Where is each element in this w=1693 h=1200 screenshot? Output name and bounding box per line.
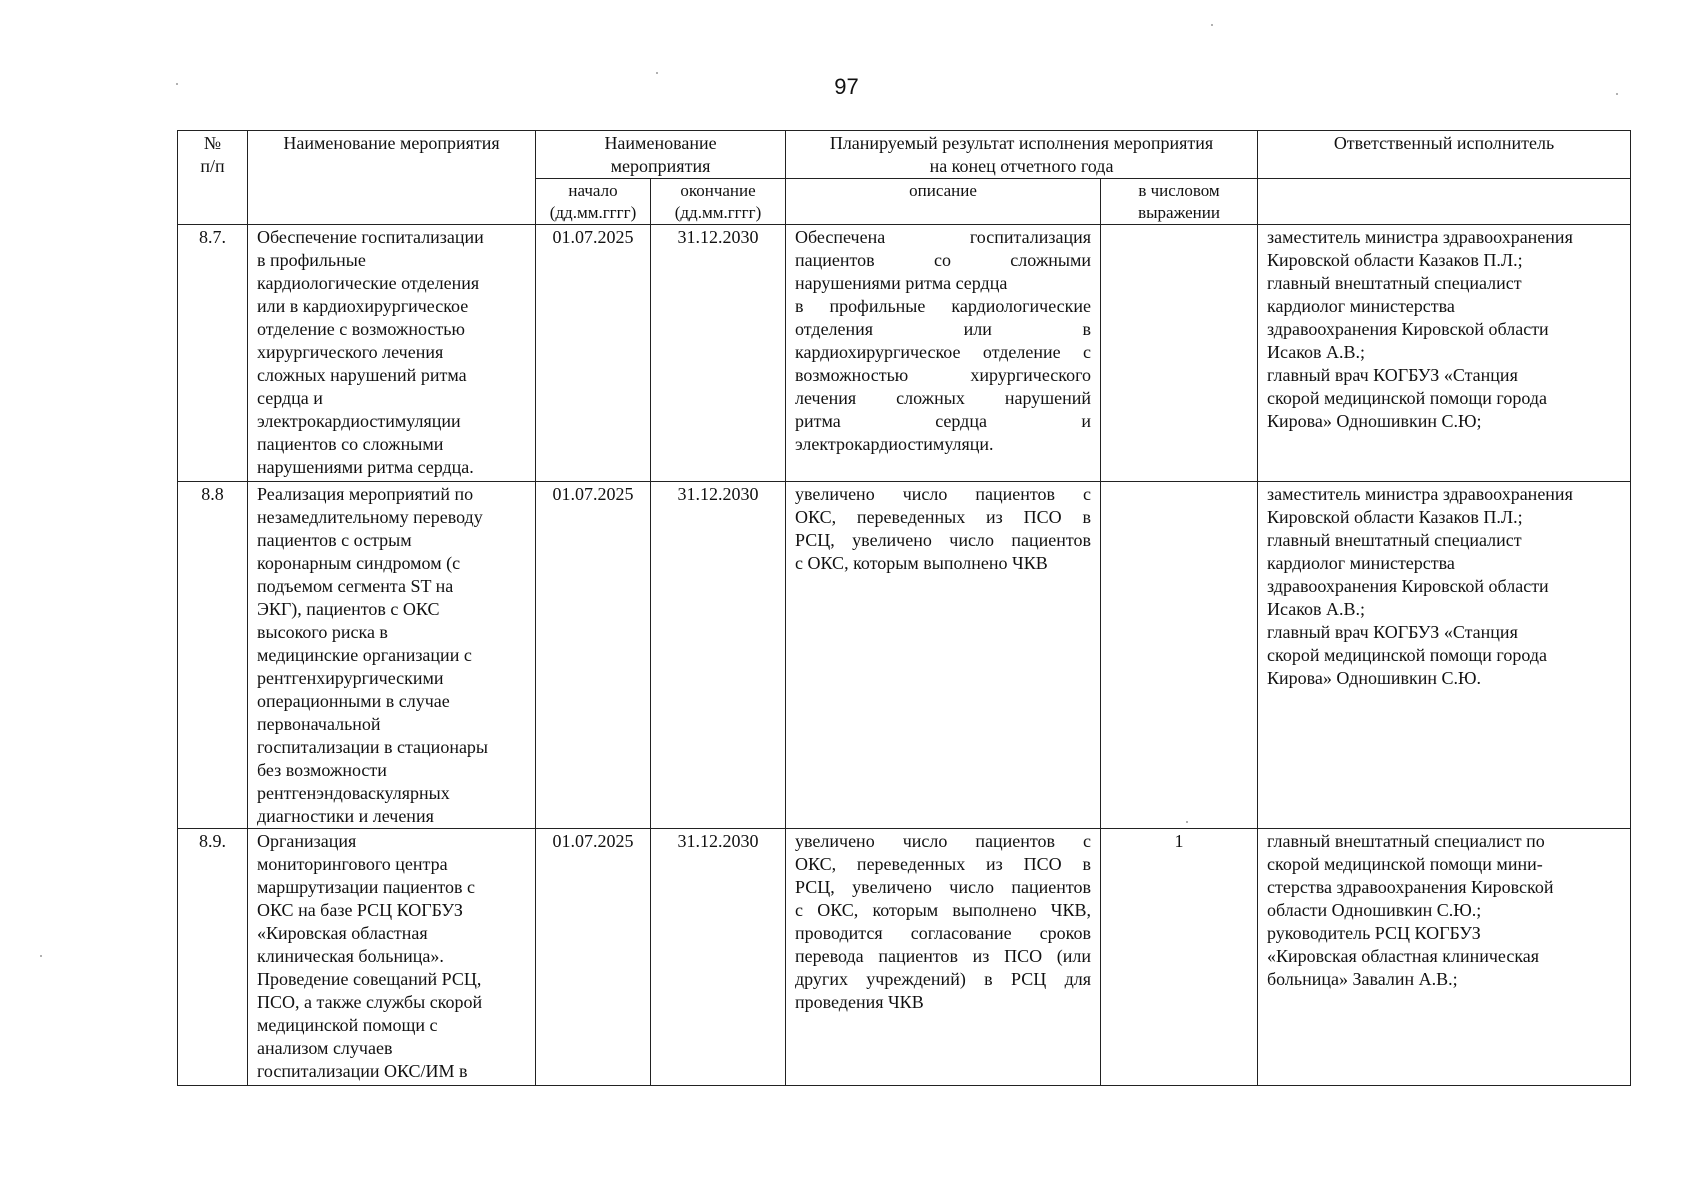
cell-text-line: возможностью хирургического: [795, 365, 1092, 385]
cell-text-line: в профильные: [257, 250, 366, 270]
cell-text-line: «Кировская областная: [257, 923, 428, 943]
cell-text-line: незамедлительному переводу: [257, 507, 483, 527]
header-term-line: Наименование: [604, 133, 717, 153]
header-start-line: (дд.мм.гггг): [549, 203, 637, 222]
cell-text-line: нарушениями ритма сердца.: [257, 457, 474, 477]
cell-text-line: Исаков А.В.;: [1267, 342, 1366, 362]
cell-text-line: рентгенэндоваскулярных: [257, 783, 450, 803]
cell-text-line: электрокардиостимуляции: [257, 411, 461, 431]
cell-text-line: главный врач КОГБУЗ «Станция: [1267, 622, 1518, 642]
cell-text-line: в профильные кардиологические: [795, 296, 1092, 316]
row-responsible: [1258, 829, 1631, 1086]
cell-text-line: кардиохирургическое отделение с: [795, 342, 1092, 362]
cell-text-line: Кировской области Казаков П.Л.;: [1267, 250, 1523, 270]
cell-text-line: нарушениями ритма сердца: [795, 273, 1008, 293]
cell-text-line: Обеспечение госпитализации: [257, 227, 484, 247]
header-result-line: Планируемый результат исполнения мероприятия: [829, 133, 1214, 153]
cell-text-line: маршрутизации пациентов с: [257, 877, 476, 897]
cell-text-line: проведения ЧКВ: [795, 992, 924, 1012]
header-row-1: [178, 131, 1631, 179]
header-start-line: начало: [568, 181, 618, 200]
row-responsible: [1258, 482, 1631, 829]
header-numeric-line: выражении: [1138, 203, 1220, 222]
cell-text-line: анализом случаев: [257, 1038, 393, 1058]
header-end-line: (дд.мм.гггг): [674, 203, 762, 222]
row-description: [786, 225, 1101, 482]
cell-text-line: других учреждений) в РСЦ для: [795, 969, 1092, 989]
scan-speck: [1186, 821, 1188, 823]
table-row: [178, 225, 1631, 482]
cell-text-line: стерства здравоохранения Кировской: [1267, 877, 1554, 897]
row-numeric-value: 1: [1101, 829, 1258, 1086]
cell-text-line: пациентов со сложными: [257, 434, 444, 454]
cell-text-line: госпитализации ОКС/ИМ в: [257, 1061, 468, 1081]
page-number: 97: [834, 74, 859, 99]
cell-text-line: РСЦ, увеличено число пациентов: [795, 530, 1092, 550]
cell-text-line: медицинской помощи с: [257, 1015, 438, 1035]
cell-text-line: скорой медицинской помощи города: [1267, 388, 1547, 408]
cell-text-line: руководитель РСЦ КОГБУЗ: [1267, 923, 1481, 943]
scan-speck: [40, 955, 42, 957]
row-num: 8.8: [178, 482, 248, 829]
row-name: [248, 829, 536, 1086]
scan-speck: [1211, 24, 1213, 26]
cell-text-line: Обеспечена госпитализация: [795, 227, 1092, 247]
cell-text-line: заместитель министра здравоохранения: [1267, 227, 1573, 247]
cell-text-line: медицинские организации с: [257, 645, 472, 665]
cell-text-line: больница» Завалин А.В.;: [1267, 969, 1458, 989]
header-num-line: №: [203, 133, 222, 153]
cell-text-line: проводится согласование сроков: [795, 923, 1092, 943]
header-term-line: мероприятия: [610, 156, 711, 176]
cell-text-line: перевода пациентов из ПСО (или: [795, 946, 1092, 966]
cell-text-line: области Одношивкин С.Ю.;: [1267, 900, 1482, 920]
cell-text-line: без возможности: [257, 760, 387, 780]
cell-text-line: хирургического лечения: [257, 342, 444, 362]
header-result-group: [786, 131, 1258, 179]
row-responsible: [1258, 225, 1631, 482]
row-name: [248, 482, 536, 829]
row-num: 8.7.: [178, 225, 248, 482]
row-start-date: 01.07.2025: [536, 225, 651, 482]
header-end: [651, 179, 786, 225]
cell-text-line: РСЦ, увеличено число пациентов: [795, 877, 1092, 897]
cell-text-line: главный внештатный специалист по: [1267, 831, 1545, 851]
header-end-line: окончание: [680, 181, 756, 200]
cell-text-line: скорой медицинской помощи мини-: [1267, 854, 1543, 874]
cell-text-line: сложных нарушений ритма: [257, 365, 467, 385]
cell-text-line: рентгенхирургическими: [257, 668, 444, 688]
table-row: [178, 482, 1631, 829]
cell-text-line: заместитель министра здравоохранения: [1267, 484, 1573, 504]
row-description: [786, 482, 1101, 829]
cell-text-line: ОКС, переведенных из ПСО в: [795, 507, 1092, 527]
header-numeric-line: в числовом: [1138, 181, 1220, 200]
table-row: [178, 829, 1631, 1086]
row-numeric-value: [1101, 225, 1258, 482]
cell-text-line: пациентов с острым: [257, 530, 412, 550]
row-description: [786, 829, 1101, 1086]
header-numeric: [1101, 179, 1258, 225]
cell-text-line: ОКС на базе РСЦ КОГБУЗ: [257, 900, 463, 920]
cell-text-line: с ОКС, которым выполнено ЧКВ,: [795, 900, 1092, 920]
cell-text-line: Кирова» Одношивкин С.Ю.: [1267, 668, 1481, 688]
scan-speck: [176, 83, 178, 85]
header-start: [536, 179, 651, 225]
cell-text-line: пациентов со сложными: [795, 250, 1092, 270]
cell-text-line: Кирова» Одношивкин С.Ю;: [1267, 411, 1482, 431]
header-name-text: Наименование мероприятия: [283, 133, 500, 153]
row-num: 8.9.: [178, 829, 248, 1086]
cell-text-line: лечения сложных нарушений: [795, 388, 1092, 408]
header-num: [178, 131, 248, 225]
cell-text-line: первоначальной: [257, 714, 381, 734]
cell-text-line: с ОКС, которым выполнено ЧКВ: [795, 553, 1048, 573]
cell-text-line: мониторингового центра: [257, 854, 448, 874]
cell-text-line: ПСО, а также службы скорой: [257, 992, 483, 1012]
cell-text-line: главный врач КОГБУЗ «Станция: [1267, 365, 1518, 385]
cell-text-line: сердца и: [257, 388, 323, 408]
cell-text-line: Проведение совещаний РСЦ,: [257, 969, 482, 989]
cell-text-line: Кировской области Казаков П.Л.;: [1267, 507, 1523, 527]
activities-table: [177, 130, 1631, 1086]
row-end-date: 31.12.2030: [651, 829, 786, 1086]
row-start-date: 01.07.2025: [536, 482, 651, 829]
cell-text-line: кардиологические отделения: [257, 273, 480, 293]
header-description: [786, 179, 1101, 225]
cell-text-line: кардиолог министерства: [1267, 296, 1455, 316]
cell-text-line: электрокардиостимуляци.: [795, 434, 994, 454]
cell-text-line: операционными в случае: [257, 691, 450, 711]
row-start-date: 01.07.2025: [536, 829, 651, 1086]
header-result-line: на конец отчетного года: [929, 156, 1114, 176]
cell-text-line: скорой медицинской помощи города: [1267, 645, 1547, 665]
cell-text-line: главный внештатный специалист: [1267, 273, 1522, 293]
cell-text-line: коронарным синдромом (с: [257, 553, 461, 573]
cell-text-line: отделение с возможностью: [257, 319, 465, 339]
cell-text-line: ЭКГ), пациентов с ОКС: [257, 599, 440, 619]
cell-text-line: здравоохранения Кировской области: [1267, 576, 1549, 596]
scan-speck: [656, 72, 658, 74]
header-responsible-text: Ответственный исполнитель: [1333, 133, 1555, 153]
cell-text-line: диагностики и лечения: [257, 806, 434, 826]
cell-text-line: высокого риска в: [257, 622, 388, 642]
cell-text-line: Реализация мероприятий по: [257, 484, 474, 504]
scan-speck: [1616, 93, 1618, 95]
cell-text-line: увеличено число пациентов с: [795, 484, 1092, 504]
cell-text-line: клиническая больница».: [257, 946, 444, 966]
cell-text-line: здравоохранения Кировской области: [1267, 319, 1549, 339]
header-num-line: п/п: [200, 156, 225, 176]
cell-text-line: ОКС, переведенных из ПСО в: [795, 854, 1092, 874]
cell-text-line: Исаков А.В.;: [1267, 599, 1366, 619]
cell-text-line: госпитализации в стационары: [257, 737, 489, 757]
row-end-date: 31.12.2030: [651, 225, 786, 482]
header-responsible-blank: [1258, 179, 1631, 225]
cell-text-line: или в кардиохирургическое: [257, 296, 469, 316]
cell-text-line: главный внештатный специалист: [1267, 530, 1522, 550]
row-end-date: 31.12.2030: [651, 482, 786, 829]
cell-text-line: кардиолог министерства: [1267, 553, 1455, 573]
header-term-group: [536, 131, 786, 179]
cell-text-line: Организация: [257, 831, 357, 851]
cell-text-line: «Кировская областная клиническая: [1267, 946, 1540, 966]
row-name: [248, 225, 536, 482]
header-description-text: описание: [909, 181, 977, 200]
cell-text-line: ритма сердца и: [795, 411, 1092, 431]
cell-text-line: увеличено число пациентов с: [795, 831, 1092, 851]
cell-text-line: подъемом сегмента ST на: [257, 576, 454, 596]
cell-text-line: отделения или в: [795, 319, 1092, 339]
header-name: [248, 131, 536, 225]
header-responsible: [1258, 131, 1631, 179]
row-numeric-value: [1101, 482, 1258, 829]
